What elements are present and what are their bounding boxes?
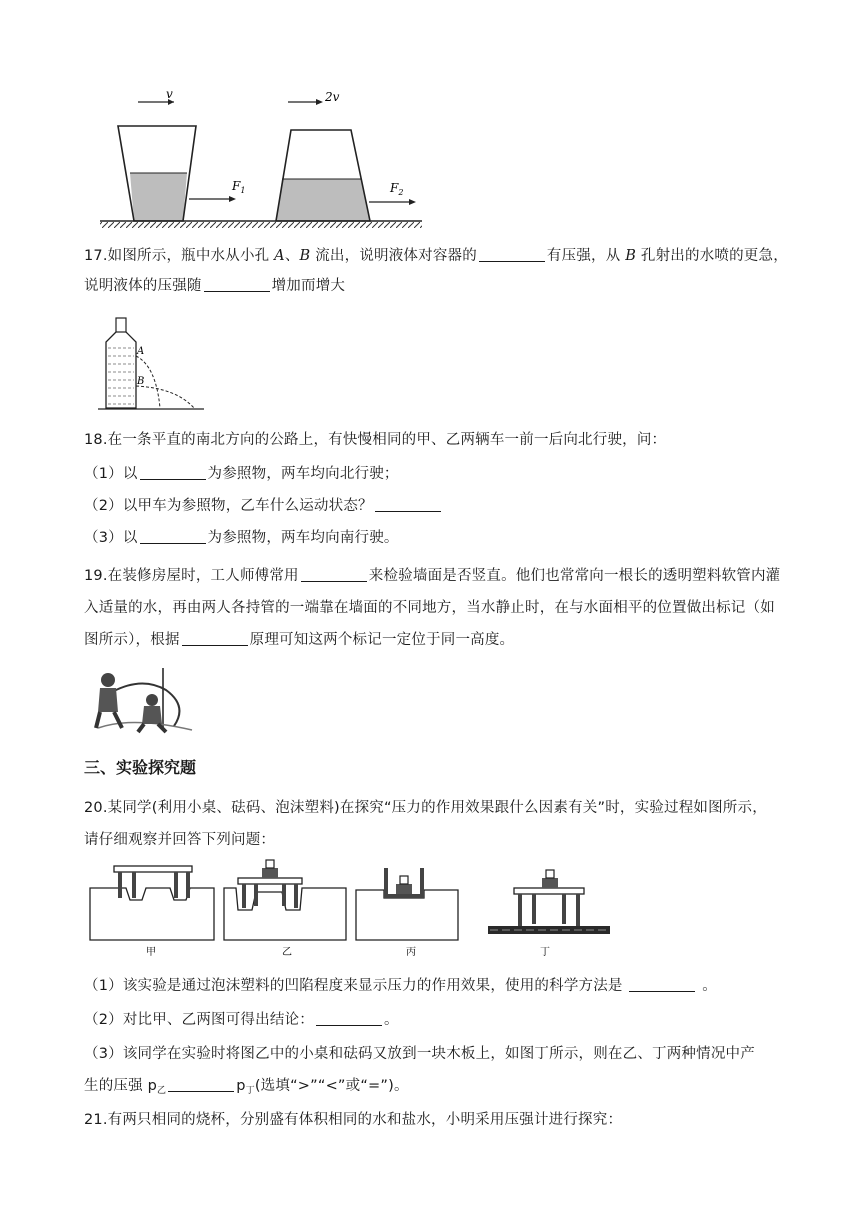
q20-part-3: （3）该同学在实验时将图乙中的小桌和砝码又放到一块木板上，如图丁所示，则在乙、丁两种情况中产: [84, 1046, 755, 1062]
q20-part-2: （2）对比甲、乙两图可得出结论： 。: [84, 1006, 774, 1034]
q18-part-2: （2）以甲车为参照物，乙车什么运动状态？: [84, 492, 774, 520]
cup-left: [118, 90, 245, 221]
q20-line-1: 20.某同学(利用小桌、砝码、泡沫塑料)在探究“压力的作用效果跟什么因素有关”时，实验过程如图所示，: [84, 800, 767, 816]
jet-b: [136, 386, 194, 408]
q18-stem: 18.在一条平直的南北方向的公路上，有快慢相同的甲、乙两辆车一前一后向北行驶，问：: [84, 432, 667, 448]
panel-label-bing: 丙: [406, 947, 416, 958]
cups-figure: [96, 90, 426, 230]
q20-blank-2[interactable]: [316, 1009, 382, 1026]
q17-blank-2[interactable]: [204, 275, 270, 292]
ground-hatch: [100, 222, 422, 228]
q19-line-3: 图所示），根据 原理可知这两个标记一定位于同一高度。: [84, 626, 774, 654]
q20-part-1: （1）该实验是通过泡沫塑料的凹陷程度来显示压力的作用效果，使用的科学方法是 。: [84, 972, 774, 1000]
q20-blank-1[interactable]: [629, 975, 695, 992]
hole-a-label: A: [137, 346, 145, 357]
q18-blank-1[interactable]: [140, 463, 206, 480]
panel-bing: [356, 868, 458, 958]
worker-1-head: [101, 673, 115, 687]
foam-experiment-figure: [86, 856, 626, 962]
q20-part-3-cont: 生的压强 $p_乙$ $p_丁$(选填“>”“<”或“=”)。: [84, 1072, 774, 1105]
q17-line-1: 17.如图所示，瓶中水从小孔 A、B 流出，说明液体对容器的 有压强，从 B 孔射出的水喷的更急，: [84, 242, 774, 270]
panel-ding: [488, 870, 610, 958]
q18-blank-2[interactable]: [375, 495, 441, 512]
q18-part-3: （3）以 为参照物，两车均向南行驶。: [84, 524, 774, 552]
section-heading: 三、实验探究题: [84, 758, 197, 777]
panel-label-ding: 丁: [540, 947, 550, 958]
panel-label-yi: 乙: [282, 947, 292, 958]
panel-yi: [224, 860, 346, 958]
force-label-1: $F_1$: [232, 179, 246, 195]
workers-figure: [92, 666, 202, 734]
panel-label-jia: 甲: [146, 947, 156, 958]
cup-right: [276, 90, 416, 221]
q19-line-1: 19.在装修房屋时，工人师傅常用 来检验墙面是否竖直。他们也常常向一根长的透明塑料软管内灌: [84, 562, 774, 590]
q20-blank-3[interactable]: [168, 1075, 234, 1092]
force-label-2: $F_2$: [390, 181, 404, 197]
q21-line-1: 21.有两只相同的烧杯，分别盛有体积相同的水和盐水，小明采用压强计进行探究：: [84, 1112, 623, 1128]
q17-line-2: 说明液体的压强随 增加而增大: [84, 272, 774, 300]
q18-part-1: （1）以 为参照物，两车均向北行驶；: [84, 460, 774, 488]
q19-blank-1[interactable]: [301, 565, 367, 582]
worker-2-head: [146, 694, 158, 706]
q17-blank-1[interactable]: [479, 245, 545, 262]
velocity-label-2: 2v: [325, 90, 340, 104]
velocity-label-1: v: [166, 90, 173, 101]
q19-blank-2[interactable]: [182, 629, 248, 646]
q18-blank-3[interactable]: [140, 527, 206, 544]
panel-jia: [90, 866, 214, 958]
q19-line-2: 入适量的水，再由两人各持管的一端靠在墙面的不同地方，当水静止时，在与水面相平的位置做出标记（如: [84, 600, 775, 616]
hole-b-label: B: [137, 376, 145, 387]
bottle-figure: [94, 316, 214, 412]
q20-line-2: 请仔细观察并回答下列问题：: [84, 832, 276, 848]
